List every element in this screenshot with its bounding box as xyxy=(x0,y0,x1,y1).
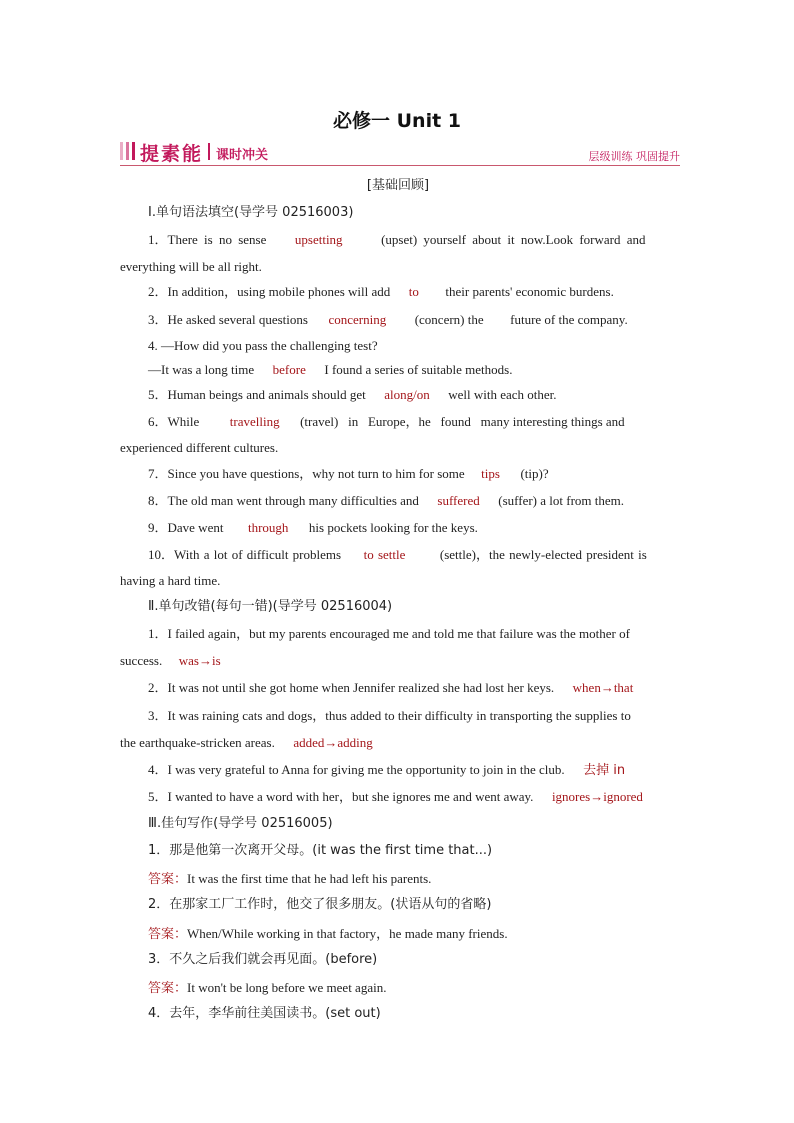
answer-text: to xyxy=(408,284,419,299)
question-2-5 xyxy=(148,788,676,806)
question-text: 4．I was very grateful to Anna for giving me the opportunity to join in the club. xyxy=(148,762,565,777)
question-text: (settle)，the newly-elected president is xyxy=(439,547,647,562)
question-1-8 xyxy=(148,492,676,510)
question-text: 2．It was not until she got home when Jennifer realized she had lost her keys. xyxy=(148,680,555,695)
question-1-4-reply xyxy=(148,361,676,379)
answer-3-2 xyxy=(148,925,676,944)
answer-text: It was the first time that he had left his parents. xyxy=(187,871,432,886)
banner-sub-label: 课时冲关 xyxy=(216,148,269,163)
question-1-4: 4. —How did you pass the challenging test? xyxy=(148,338,378,353)
question-1-2 xyxy=(148,283,676,301)
question-2-3: 3．It was raining cats and dogs，thus added to their difficulty in transporting the supplies to xyxy=(148,708,631,723)
answer-text: when→that xyxy=(572,680,634,695)
answer-text: through xyxy=(247,520,289,535)
question-1-10 xyxy=(148,546,676,564)
answer-text: to settle xyxy=(363,547,406,562)
answer-label: 答案： xyxy=(148,872,188,887)
question-1-1-cont: everything will be all right. xyxy=(120,259,262,274)
question-2-3-cont xyxy=(120,734,676,752)
question-3-2: 2．在那家工厂工作时，他交了很多朋友。(状语从句的省略) xyxy=(148,897,492,912)
question-1-10-cont: having a hard time. xyxy=(120,573,221,588)
question-2-1-cont xyxy=(120,652,676,670)
question-text: 8．The old man went through many difficulties and xyxy=(148,493,419,508)
question-text: their parents' economic burdens. xyxy=(445,284,614,299)
section-heading-basic: [基础回顾] xyxy=(366,178,430,193)
question-text: 6．While xyxy=(148,414,200,429)
question-text: —It was a long time xyxy=(148,362,255,377)
banner-bars-decoration xyxy=(120,142,138,165)
part2-heading: Ⅱ.单句改错(每句一错)(导学号 02516004) xyxy=(148,599,393,614)
answer-text: before xyxy=(272,362,306,377)
question-text: (upset) yourself about it now.Look forward and xyxy=(381,232,646,247)
question-3-1: 1．那是他第一次离开父母。(it was the first time that...) xyxy=(148,843,493,858)
question-text: 2．In addition，using mobile phones will add xyxy=(148,284,391,299)
question-text: well with each other. xyxy=(448,387,557,402)
answer-3-1 xyxy=(148,870,676,889)
question-3-3: 3．不久之后我们就会再见面。(before) xyxy=(148,952,378,967)
question-1-6 xyxy=(148,413,676,431)
question-text: (travel) in Europe，he found many interesting things and xyxy=(300,414,625,429)
question-1-1 xyxy=(148,231,676,249)
question-text: (suffer) a lot from them. xyxy=(498,493,625,508)
answer-text: tips xyxy=(481,466,500,481)
question-2-4 xyxy=(148,761,676,780)
banner-main-label: 提素能 xyxy=(140,143,204,165)
section-banner xyxy=(120,139,680,166)
question-1-3 xyxy=(148,311,676,329)
question-text: I found a series of suitable methods. xyxy=(324,362,513,377)
question-text: the earthquake-stricken areas. xyxy=(120,735,275,750)
question-text: success. xyxy=(120,653,163,668)
question-text: 5．Human beings and animals should get xyxy=(148,387,366,402)
answer-text: It won't be long before we meet again. xyxy=(187,980,387,995)
question-1-7 xyxy=(148,465,676,483)
answer-label: 答案： xyxy=(148,981,188,996)
answer-text: When/While working in that factory，he made many friends. xyxy=(187,926,508,941)
question-3-4: 4．去年，李华前往美国读书。(set out) xyxy=(148,1006,381,1021)
question-2-1: 1．I failed again，but my parents encouraged me and told me that failure was the mother of xyxy=(148,626,630,641)
question-text: his pockets looking for the keys. xyxy=(308,520,478,535)
part1-heading: Ⅰ.单句语法填空(导学号 02516003) xyxy=(148,205,354,220)
question-text: 9．Dave went xyxy=(148,520,224,535)
answer-text: added→adding xyxy=(293,735,373,750)
question-text: 1．There is no sense xyxy=(148,232,267,247)
question-1-6-cont: experienced different cultures. xyxy=(120,440,279,455)
answer-text: was→is xyxy=(178,653,221,668)
question-text: 3．He asked several questions xyxy=(148,312,308,327)
answer-3-3 xyxy=(148,979,676,998)
question-text: 10．With a lot of difficult problems xyxy=(148,547,342,562)
page-title: 必修一 Unit 1 xyxy=(333,110,461,132)
banner-separator xyxy=(208,143,210,160)
answer-text: along/on xyxy=(384,387,430,402)
answer-text: concerning xyxy=(328,312,387,327)
part3-heading: Ⅲ.佳句写作(导学号 02516005) xyxy=(148,816,333,831)
answer-text: suffered xyxy=(437,493,480,508)
question-text: 5．I wanted to have a word with her，but she ignores me and went away. xyxy=(148,789,534,804)
answer-label: 答案： xyxy=(148,927,188,942)
banner-right-label: 层级训练 巩固提升 xyxy=(588,150,680,163)
question-2-2 xyxy=(148,679,676,697)
answer-text: ignores→ignored xyxy=(551,789,643,804)
question-1-5 xyxy=(148,386,676,404)
question-1-9 xyxy=(148,519,676,537)
answer-text: 去掉 in xyxy=(583,763,626,778)
question-text: future of the company. xyxy=(510,312,628,327)
question-text: 7．Since you have questions，why not turn to him for some xyxy=(148,466,465,481)
question-text: (tip)? xyxy=(520,466,549,481)
answer-text: upsetting xyxy=(294,232,343,247)
answer-text: travelling xyxy=(229,414,280,429)
question-text: (concern) the xyxy=(414,312,484,327)
